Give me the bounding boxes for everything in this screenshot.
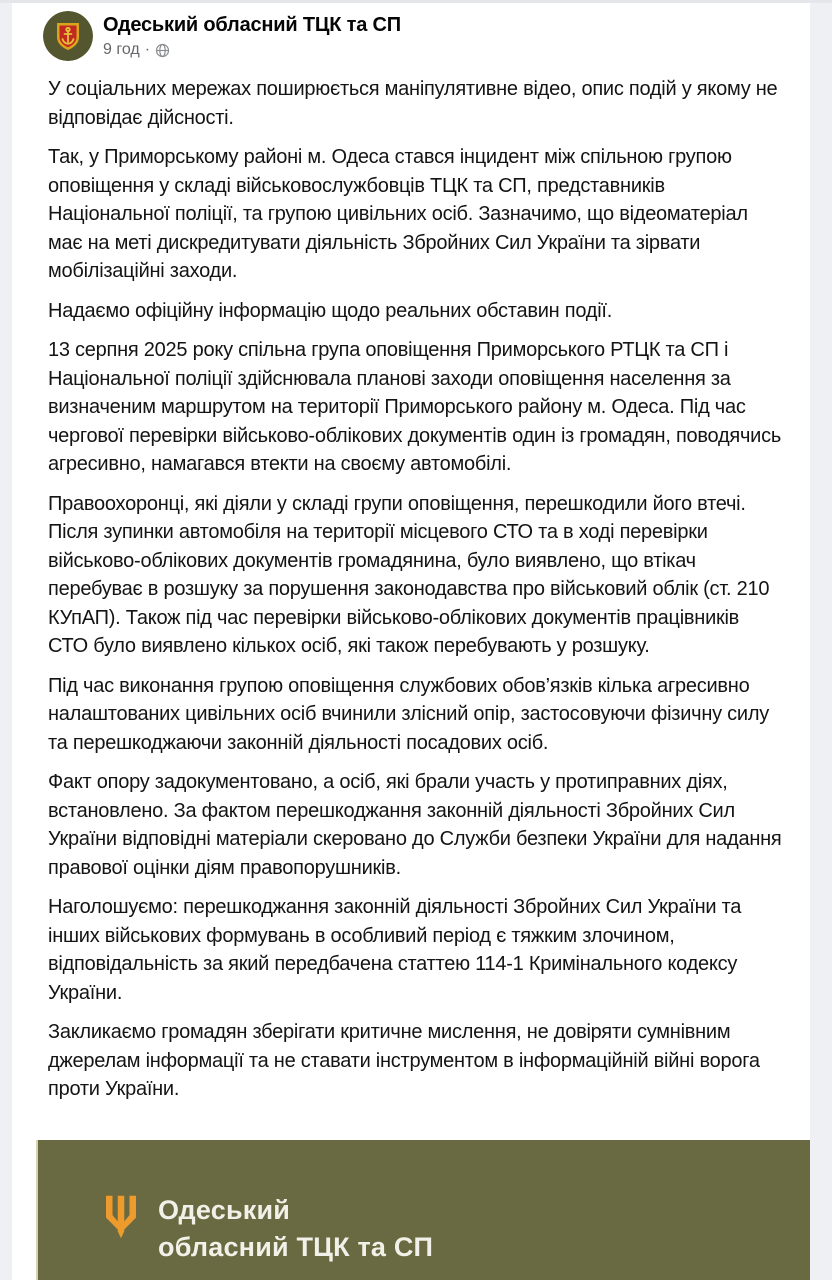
header-meta [103,11,401,60]
attachment-banner-image[interactable] [36,1140,810,1280]
post-header [12,3,810,65]
post-paragraph: У соціальних мережах поширюється маніпулятивне відео, опис подій у якому не відповідає дійсності. [48,78,778,129]
post-paragraph: Так, у Приморському районі м. Одеса стався інцидент між спільною групою оповіщення у складі військовослужбовців ТЦК та СП, представників Національної поліції, та групою цивільних осіб. Зазначимо, що відеоматеріал має на меті дискредитувати діяльність Збройних Сил України та зірвати мобілізаційні заходи. [48,146,748,282]
post-paragraph: Наголошуємо: перешкоджання законній діяльності Збройних Сил України та інших військових формувань в особливий період є тяжким злочином, відповідальність за який передбачена статтею 114-1 Кримінального кодексу України. [48,896,742,1004]
post-paragraph: Під час виконання групою оповіщення службових обов’язків кілька агресивно налаштованих цивільних осіб вчинили злісний опір, застосовуючи фізичну силу та перешкоджаючи законній діяльності посадових осіб. [48,674,770,754]
post-meta-row [103,40,401,60]
page-avatar[interactable] [43,11,93,61]
page-name-link[interactable]: Одеський обласний ТЦК та СП [103,14,401,36]
banner-title [158,1192,433,1266]
meta-separator: · [144,41,151,58]
post-paragraph: Надаємо офіційну інформацію щодо реальних обставин події. [48,299,613,322]
post-card [12,3,810,1280]
post-paragraph: 13 серпня 2025 року спільна група оповіщення Приморського РТЦК та СП і Національної поліції здійснювала планові заходи оповіщення населення за визначеним маршрутом на території Приморського району м. Одеса. Під час чергової перевірки військово-облікових документів один із громадян, поводячись агресивно, намагався втекти на своєму автомобілі. [48,339,781,475]
post-body [12,65,810,1104]
post-timestamp[interactable]: 9 год [103,41,140,58]
banner-title-line1: Одеський [158,1195,291,1225]
banner-title-line2: обласний ТЦК та СП [158,1232,434,1262]
post-paragraph: Факт опору задокументовано, а осіб, які брали участь у протиправних діях, встановлено. За фактом перешкоджання законній діяльності Збройних Сил України відповідні матеріали скеровано до Служби безпеки України для надання правової оцінки діям правопорушників. [48,771,782,879]
tryzub-icon [106,1195,136,1239]
banner-content [106,1192,433,1266]
globe-icon [155,43,170,58]
post-paragraph: Правоохоронці, які діяли у складі групи оповіщення, перешкодили його втечі. Після зупинки автомобіля на території місцевого СТО та в ході перевірки військово-облікових документів громадянина, було виявлено, що втікач перебуває в розшуку за порушення законодавства про військовий облік (ст. 210 КУпАП). Також під час перевірки військово-облікових документів працівників СТО було виявлено кількох осіб, які також перебувають у розшуку. [48,492,770,657]
post-paragraph: Закликаємо громадян зберігати критичне мислення, не довіряти сумнівним джерелам інформації та не ставати інструментом в інформаційній війні ворога проти України. [48,1021,760,1100]
